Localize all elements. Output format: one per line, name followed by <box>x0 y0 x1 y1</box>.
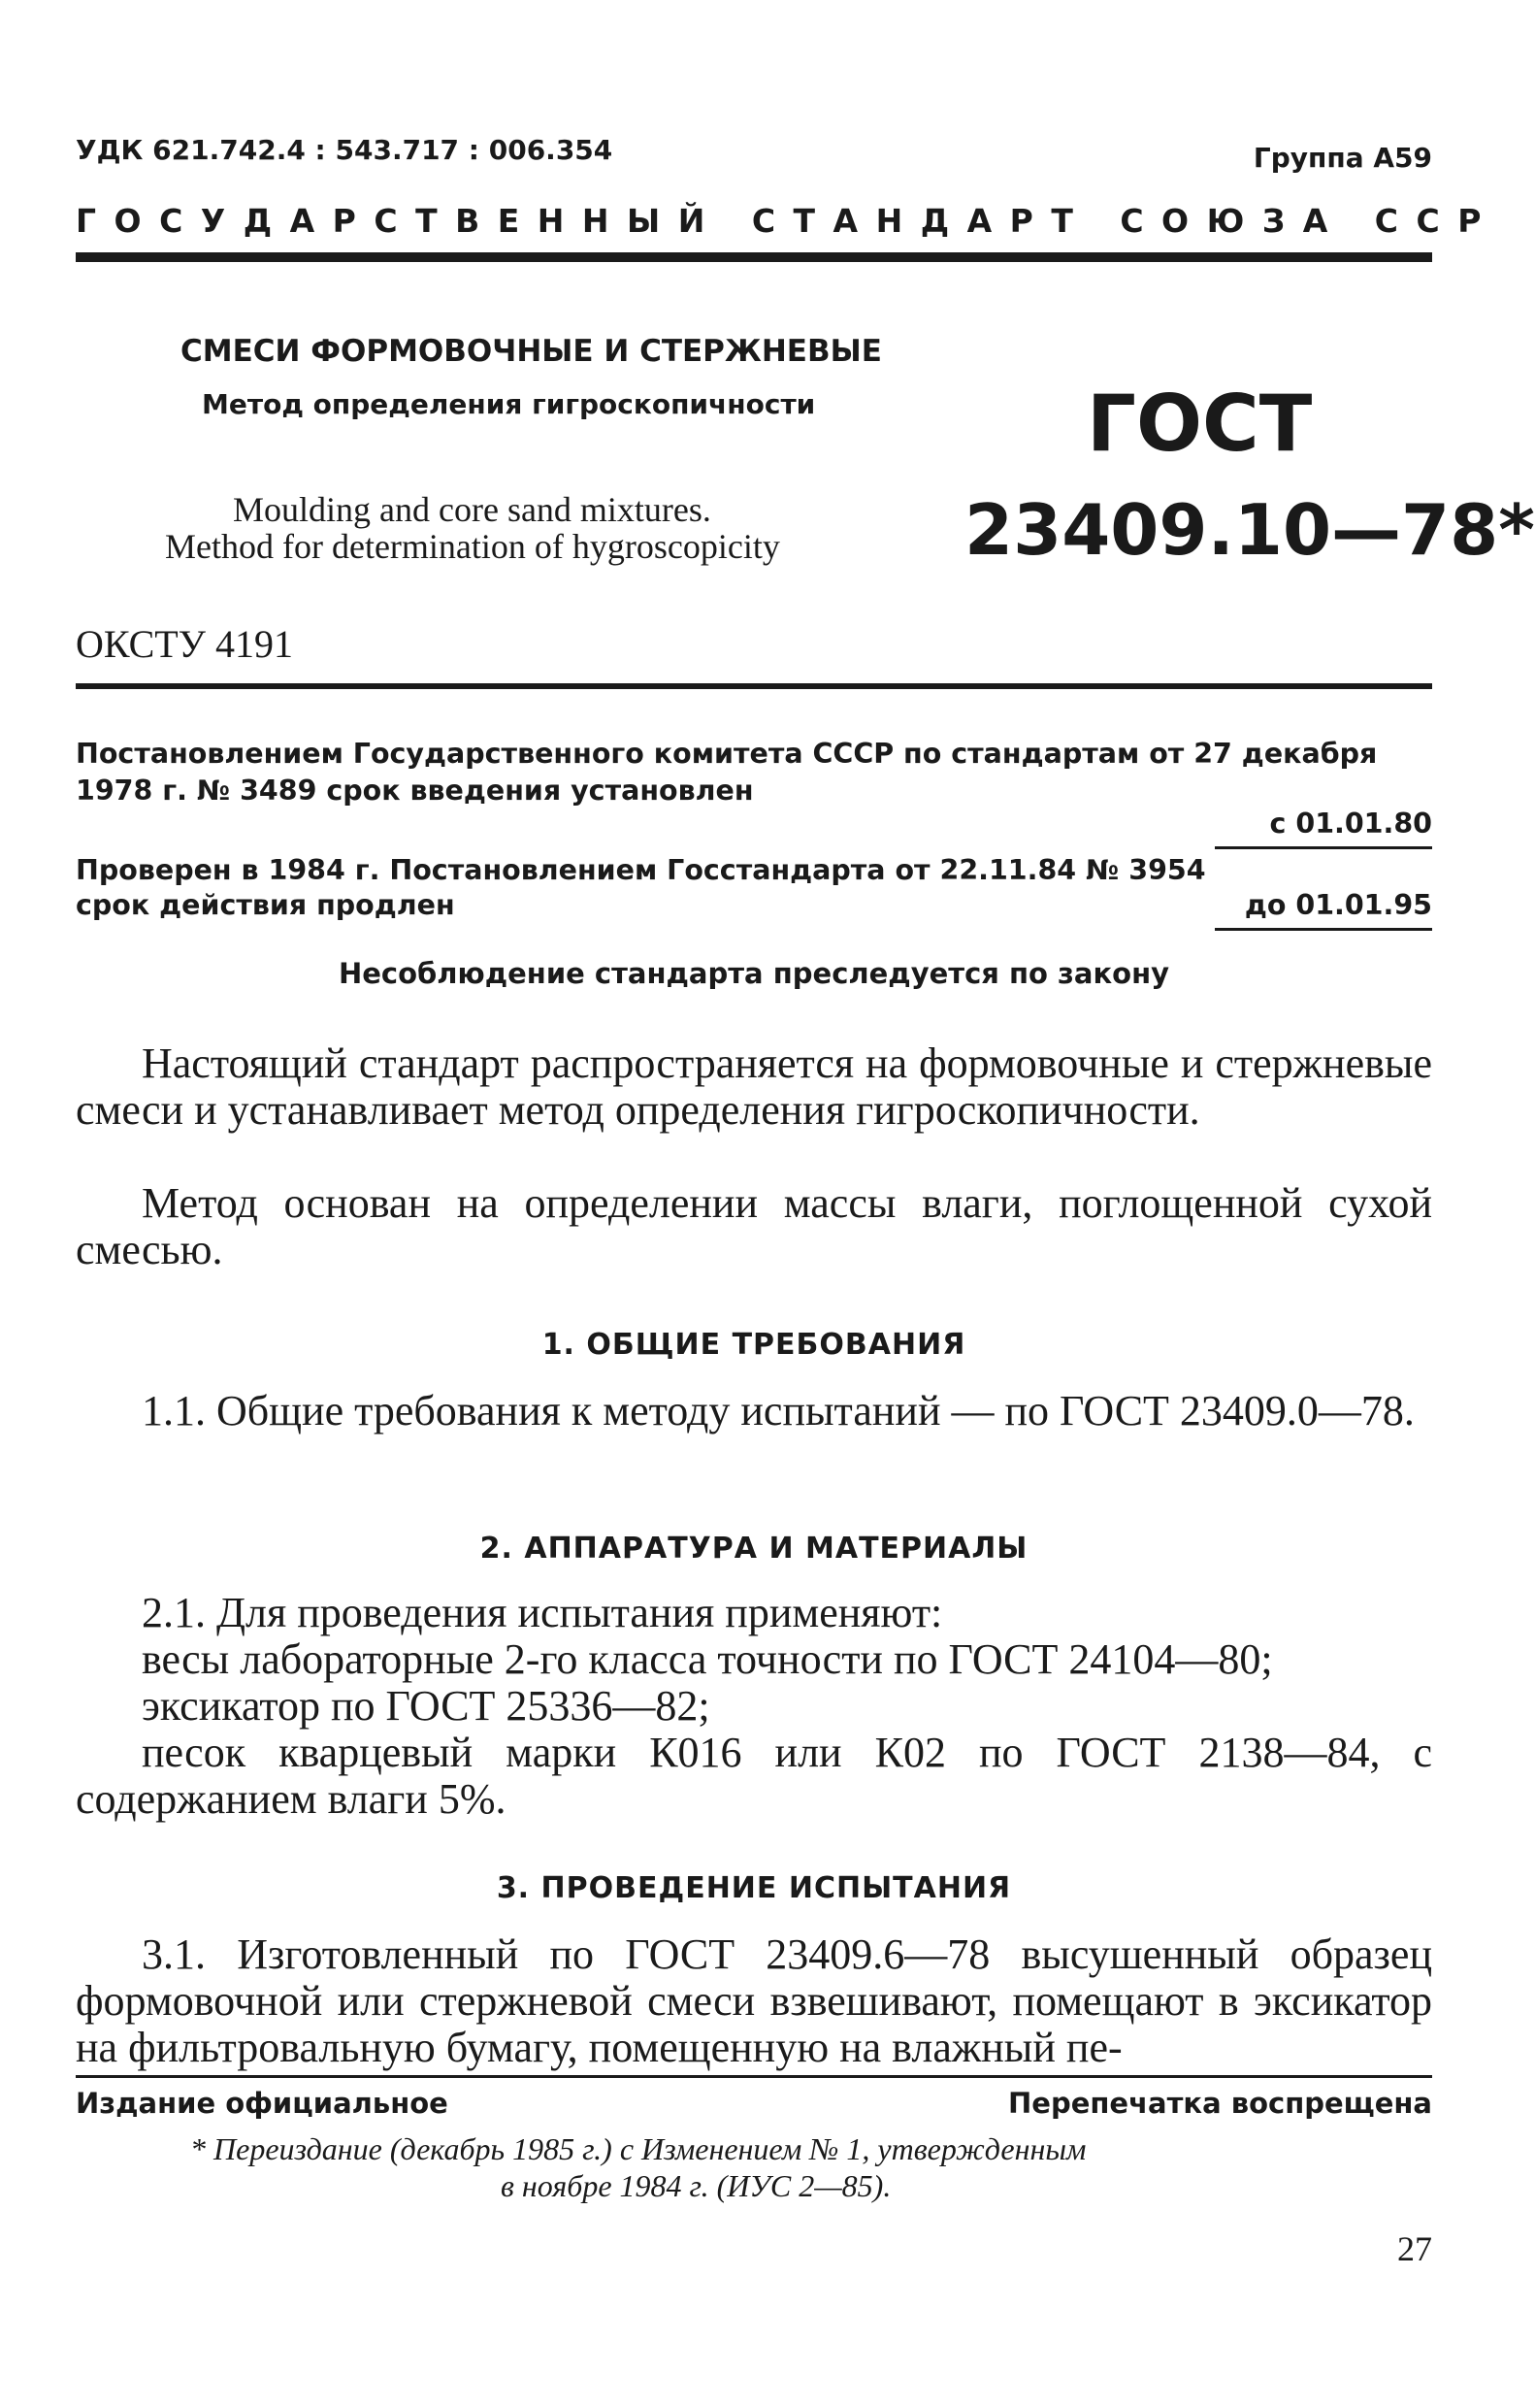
section-3-heading: 3. ПРОВЕДЕНИЕ ИСПЫТАНИЯ <box>496 1871 1012 1905</box>
section-2-item-1: весы лабораторные 2-го класса точности по ГОСТ 24104—80; <box>142 1635 1273 1683</box>
header-thick-rule <box>76 252 1432 262</box>
law-notice: Несоблюдение стандарта преследуется по закону <box>338 957 1170 990</box>
title-ru-sub: Метод определения гигроскопичности <box>202 388 816 420</box>
section-2-item-2: эксикатор по ГОСТ 25336—82; <box>142 1682 710 1730</box>
reissue-note-line1: * Переиздание (декабрь 1985 г.) с Изменением № 1, утвержденным <box>190 2131 1087 2166</box>
okstu-code: ОКСТУ 4191 <box>76 622 294 666</box>
intro-paragraph-1: Настоящий стандарт распространяется на формовочные и стержневые смеси и устанавливает метод определения гигроскопичности. <box>76 1039 1432 1134</box>
date-introduced-underline <box>1215 846 1432 849</box>
decree-line1: Постановлением Государственного комитета СССР по стандартам от 27 декабря <box>76 738 1378 770</box>
intro-paragraph-2: Метод основан на определении массы влаги, поглощенной сухой смесью. <box>76 1179 1432 1273</box>
date-extended-underline <box>1215 928 1432 931</box>
date-introduced: с 01.01.80 <box>1269 808 1432 840</box>
section-2-item-3: песок кварцевый марки К016 или К02 по ГОСТ 2138—84, с содержанием влаги 5%. <box>76 1729 1432 1823</box>
gost-label: ГОСТ <box>1087 379 1313 469</box>
checked-line2: срок действия продлен <box>76 889 455 921</box>
title-ru-main: СМЕСИ ФОРМОВОЧНЫЕ И СТЕРЖНЕВЫЕ <box>180 334 882 369</box>
section-3-paragraph: 3.1. Изготовленный по ГОСТ 23409.6—78 высушенный образец формовочной или стержневой смеси взвешивают, помещают в эксикатор на фильтровальную бумагу, помещенную на влажный пе- <box>76 1930 1432 2071</box>
group-code: Группа А59 <box>1253 142 1432 174</box>
section-2-paragraph: 2.1. Для проведения испытания применяют: <box>142 1589 943 1636</box>
section-1-heading: 1. ОБЩИЕ ТРЕБОВАНИЯ <box>541 1328 966 1362</box>
section-1-paragraph: 1.1. Общие требования к методу испытаний — по ГОСТ 23409.0—78. <box>142 1387 1415 1435</box>
footer-rule <box>76 2075 1432 2078</box>
official-edition: Издание официальное <box>76 2087 448 2120</box>
gost-number: 23409.10—78* <box>964 489 1535 571</box>
date-extended: до 01.01.95 <box>1244 889 1432 921</box>
page-number: 27 <box>1397 2229 1432 2268</box>
title-en-line1: Moulding and core sand mixtures. <box>233 490 711 529</box>
udk-code: УДК 621.742.4 : 543.717 : 006.354 <box>76 134 613 166</box>
title-en-line2: Method for determination of hygroscopicity <box>165 527 780 566</box>
okstu-rule <box>76 683 1432 689</box>
state-standard-title: ГОСУДАРСТВЕННЫЙ СТАНДАРТ СОЮЗА ССР <box>76 202 1499 240</box>
reissue-note-line2: в ноябре 1984 г. (ИУС 2—85). <box>501 2168 892 2203</box>
no-reprint-notice: Перепечатка воспрещена <box>1008 2087 1432 2120</box>
decree-line2: 1978 г. № 3489 срок введения установлен <box>76 775 754 807</box>
section-2-heading: 2. АППАРАТУРА И МАТЕРИАЛЫ <box>479 1532 1029 1566</box>
checked-line1: Проверен в 1984 г. Постановлением Госстандарта от 22.11.84 № 3954 <box>76 854 1206 886</box>
